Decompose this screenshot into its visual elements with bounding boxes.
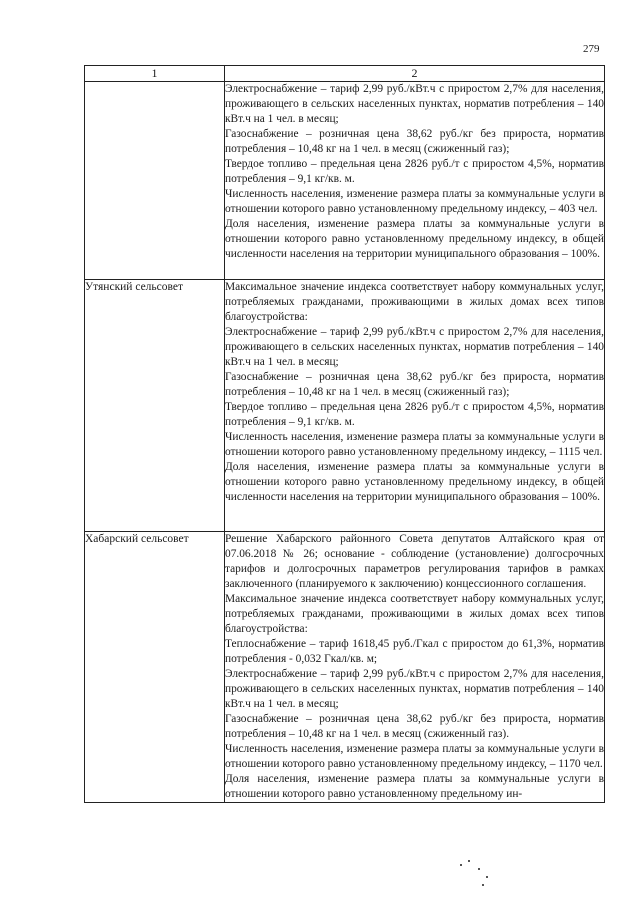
paragraph: Газоснабжение – розничная цена 38,62 руб./кг без прироста, норматив потребления – 10,48 кг на 1 чел. в месяц (сжиженный газ); xyxy=(225,128,604,155)
paragraph: Электроснабжение – тариф 2,99 руб./кВт.ч с приростом 2,7% для населения, проживающего в сельских населенных пунктах, норматив потребления – 140 кВт.ч на 1 чел. в месяц; xyxy=(225,668,604,710)
document-table xyxy=(84,65,605,803)
scan-artifact xyxy=(456,858,496,888)
paragraph: Решение Хабарского районного Совета депутатов Алтайского края от 07.06.2018 № 26; основание - соблюдение (установление) долгосрочных тарифов и долгосрочных параметров регулирования тарифов в рамках заключенного (планируемого к заключению) концессионного соглашения. xyxy=(225,533,604,590)
paragraph: Максимальное значение индекса соответствует набору коммунальных услуг, потребляемых гражданами, проживающими в жилых домах всех типов благоустройства: xyxy=(225,593,604,635)
row-content xyxy=(225,280,605,532)
paragraph: Газоснабжение – розничная цена 38,62 руб./кг без прироста, норматив потребления – 10,48 кг на 1 чел. в месяц (сжиженный газ). xyxy=(225,713,604,740)
column-header-2: 2 xyxy=(225,66,605,82)
paragraph: Газоснабжение – розничная цена 38,62 руб./кг без прироста, норматив потребления – 10,48 кг на 1 чел. в месяц (сжиженный газ); xyxy=(225,371,604,398)
paragraph: Максимальное значение индекса соответствует набору коммунальных услуг, потребляемых гражданами, проживающими в жилых домах всех типов благоустройства: xyxy=(225,281,604,323)
paragraph: Твердое топливо – предельная цена 2826 руб./т с приростом 4,5%, норматив потребления – 9,1 кг/кв. м. xyxy=(225,401,604,428)
paragraph: Численность населения, изменение размера платы за коммунальные услуги в отношении которого равно установленному предельному индексу, – 1115 чел. xyxy=(225,431,604,458)
paragraph: Теплоснабжение – тариф 1618,45 руб./Гкал с приростом до 61,3%, норматив потребления - 0,032 Гкал/кв. м; xyxy=(225,638,604,665)
municipality-name: Хабарский сельсовет xyxy=(85,532,225,803)
page-number: 279 xyxy=(583,43,600,55)
paragraph: Доля населения, изменение размера платы за коммунальные услуги в отношении которого равно установленному предельному индексу, в общей численности населения на территории муниципального образования – 100%. xyxy=(225,218,604,260)
paragraph: Электроснабжение – тариф 2,99 руб./кВт.ч с приростом 2,7% для населения, проживающего в сельских населенных пунктах, норматив потребления – 140 кВт.ч на 1 чел. в месяц; xyxy=(225,83,604,125)
paragraph: Численность населения, изменение размера платы за коммунальные услуги в отношении которого равно установленному предельному индексу, – 1170 чел. xyxy=(225,743,604,770)
table-row xyxy=(85,280,605,532)
column-header-1: 1 xyxy=(85,66,225,82)
row-content xyxy=(225,82,605,280)
table-header-row xyxy=(85,66,605,82)
table-row xyxy=(85,82,605,280)
paragraph: Электроснабжение – тариф 2,99 руб./кВт.ч с приростом 2,7% для населения, проживающего в сельских населенных пунктах, норматив потребления – 140 кВт.ч на 1 чел. в месяц; xyxy=(225,326,604,368)
paragraph: Численность населения, изменение размера платы за коммунальные услуги в отношении которого равно установленному предельному индексу, – 403 чел. xyxy=(225,188,604,215)
table-row xyxy=(85,532,605,803)
row-content xyxy=(225,532,605,803)
paragraph: Твердое топливо – предельная цена 2826 руб./т с приростом 4,5%, норматив потребления – 9,1 кг/кв. м. xyxy=(225,158,604,185)
paragraph: Доля населения, изменение размера платы за коммунальные услуги в отношении которого равно установленному предельному ин- xyxy=(225,773,604,800)
municipality-name: Утянский сельсовет xyxy=(85,280,225,532)
paragraph: Доля населения, изменение размера платы за коммунальные услуги в отношении которого равно установленному предельному индексу, в общей численности населения на территории муниципального образования – 100%. xyxy=(225,461,604,503)
municipality-name xyxy=(85,82,225,280)
